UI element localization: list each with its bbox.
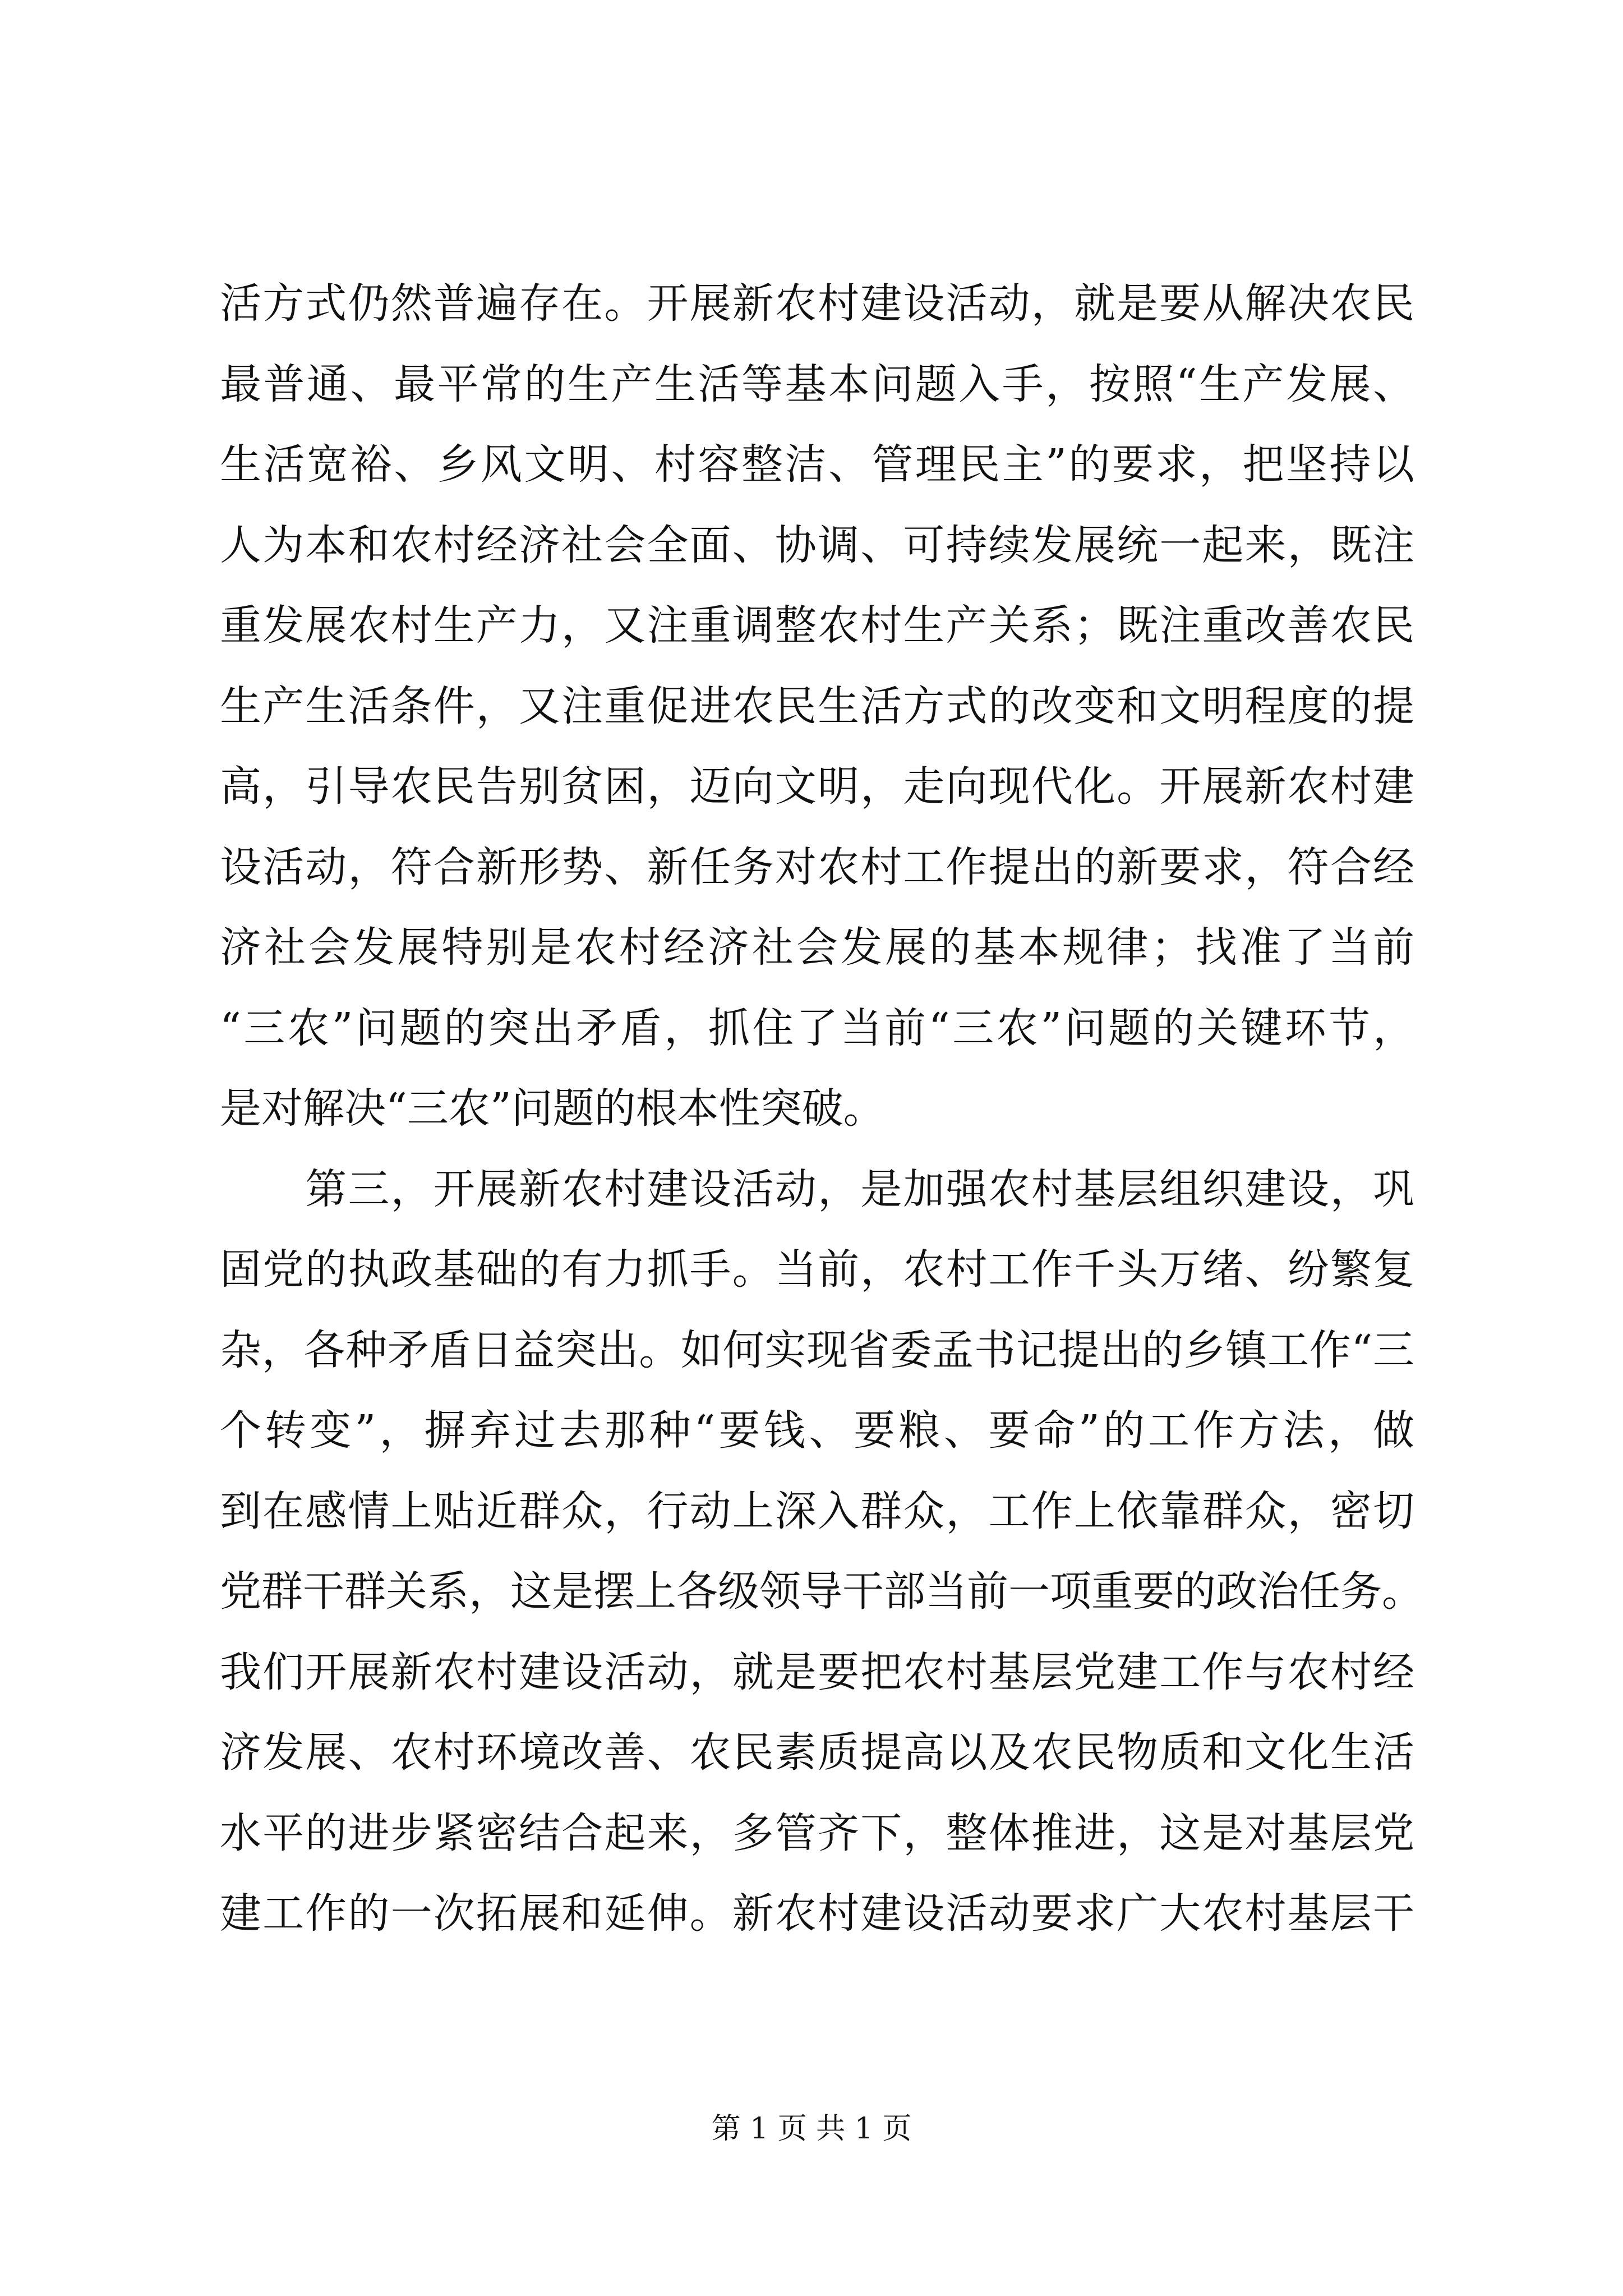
text-line: 人为本和农村经济社会全面、协调、可持续发展统一起来，既注 xyxy=(220,521,1414,569)
text-line: 生活宽裕、乡风文明、村容整洁、管理民主”的要求，把坚持以 xyxy=(220,440,1414,489)
text-line: 固党的执政基础的有力抓手。当前，农村工作千头万绪、纷繁复 xyxy=(220,1245,1414,1294)
text-line: 重发展农村生产力，又注重调整农村生产关系；既注重改善农民 xyxy=(220,601,1414,650)
page-footer: 第 1 页 共 1 页 xyxy=(711,2112,912,2146)
text-line: 活方式仍然普遍存在。开展新农村建设活动，就是要从解决农民 xyxy=(220,279,1414,328)
text-line: 杂，各种矛盾日益突出。如何实现省委孟书记提出的乡镇工作“三 xyxy=(220,1326,1414,1374)
text-line: 高，引导农民告别贫困，迈向文明，走向现代化。开展新农村建 xyxy=(220,762,1414,811)
text-line: 建工作的一次拓展和延伸。新农村建设活动要求广大农村基层干 xyxy=(220,1889,1414,1938)
text-line: “三农”问题的突出矛盾，抓住了当前“三农”问题的关键环节， xyxy=(220,1004,1414,1052)
text-line: 个转变”，摒弃过去那种“要钱、要粮、要命”的工作方法，做 xyxy=(220,1406,1414,1455)
text-line: 是对解决“三农”问题的根本性突破。 xyxy=(220,1084,885,1133)
text-line: 党群干群关系，这是摆上各级领导干部当前一项重要的政治任务。 xyxy=(220,1567,1423,1616)
text-line: 到在感情上贴近群众，行动上深入群众，工作上依靠群众，密切 xyxy=(220,1487,1414,1535)
text-line: 水平的进步紧密结合起来，多管齐下，整体推进，这是对基层党 xyxy=(220,1809,1414,1857)
text-line: 济社会发展特别是农村经济社会发展的基本规律；找准了当前 xyxy=(220,923,1414,972)
text-line: 设活动，符合新形势、新任务对农村工作提出的新要求，符合经 xyxy=(220,843,1414,891)
text-line: 我们开展新农村建设活动，就是要把农村基层党建工作与农村经 xyxy=(220,1648,1414,1696)
text-line: 生产生活条件，又注重促进农民生活方式的改变和文明程度的提 xyxy=(220,682,1414,730)
body-text xyxy=(220,264,1423,1954)
text-line: 最普通、最平常的生产生活等基本问题入手，按照“生产发展、 xyxy=(220,360,1414,408)
text-line: 济发展、农村环境改善、农民素质提高以及农民物质和文化生活 xyxy=(220,1728,1414,1777)
text-line: 第三，开展新农村建设活动，是加强农村基层组织建设，巩 xyxy=(220,1165,1414,1213)
